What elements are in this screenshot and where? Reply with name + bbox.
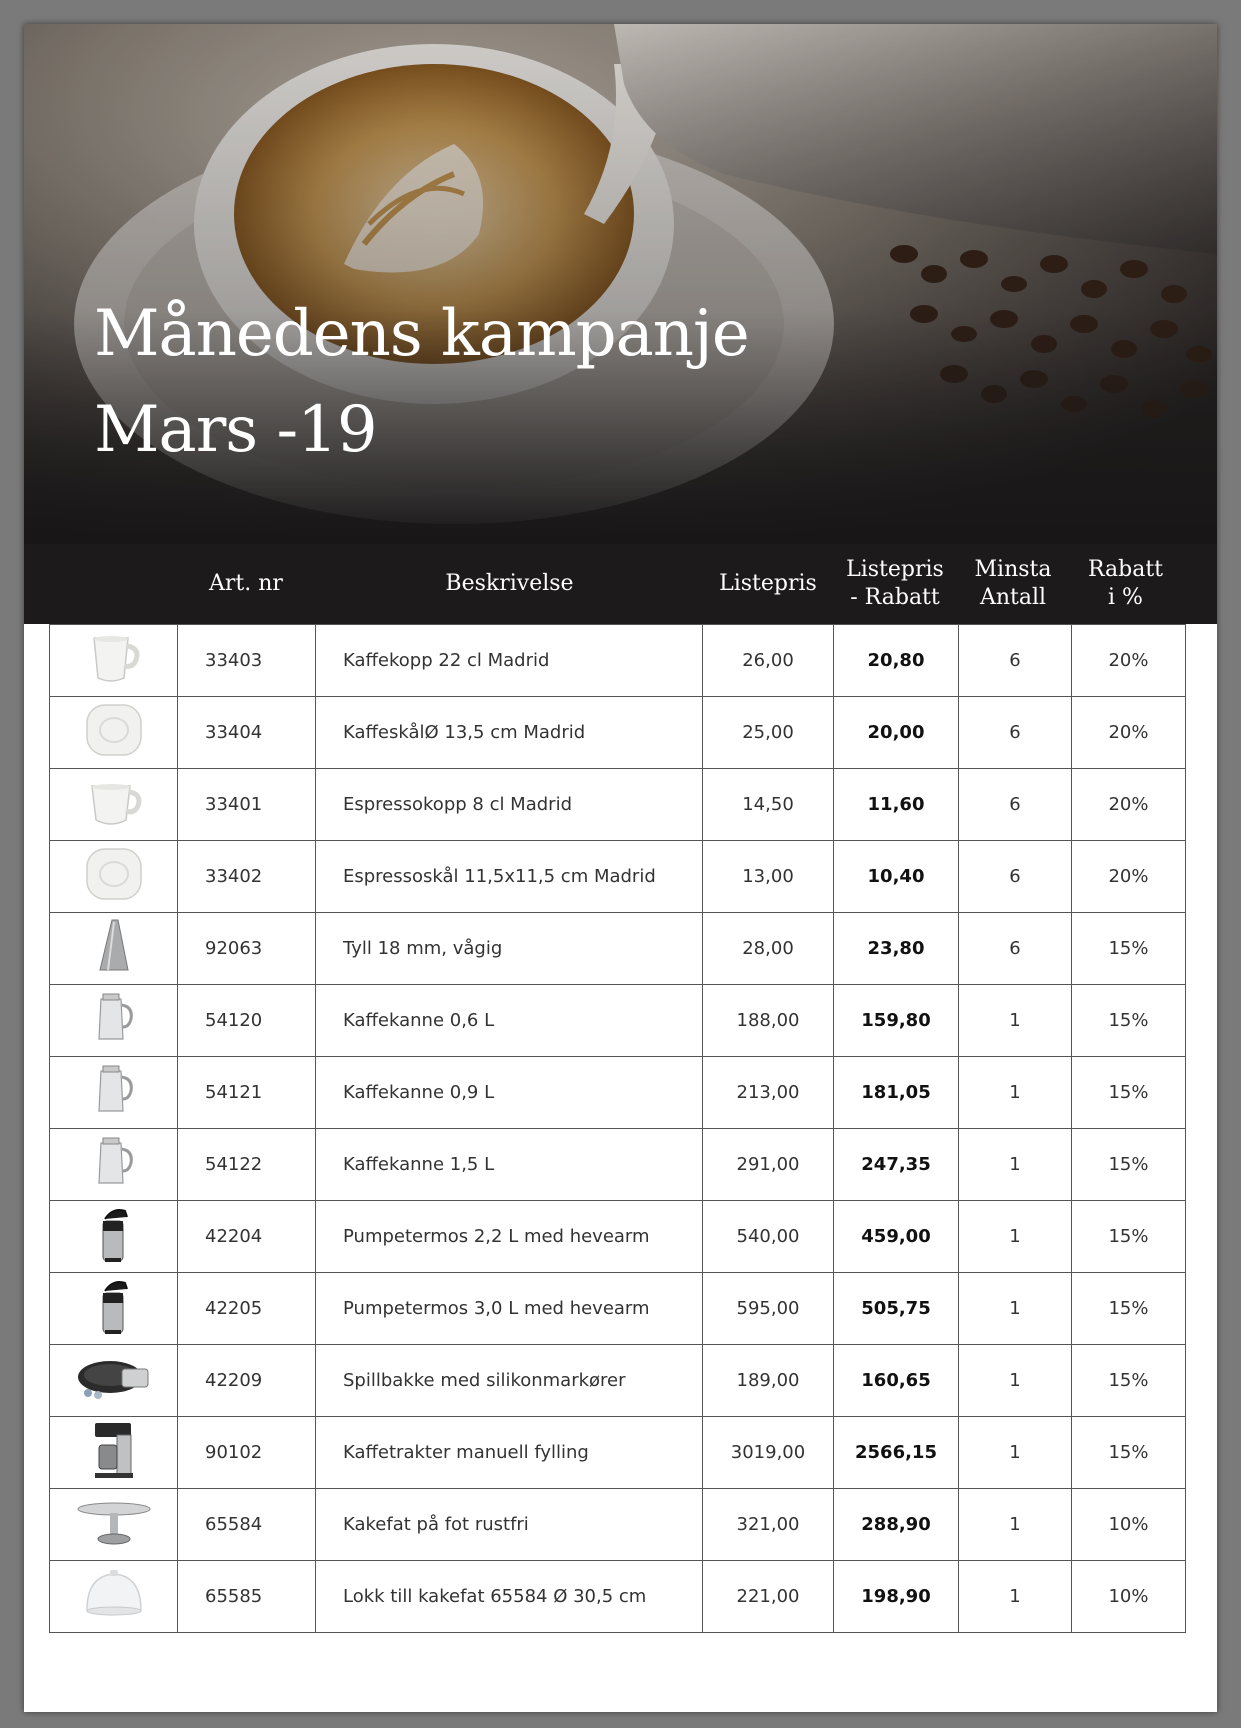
cake-stand-icon <box>74 1497 154 1552</box>
minimum-quantity: 1 <box>959 1129 1072 1201</box>
list-price: 25,00 <box>703 697 834 769</box>
article-number: 65585 <box>178 1561 316 1633</box>
minimum-quantity: 6 <box>959 913 1072 985</box>
coffee-cup-icon <box>84 630 144 691</box>
minimum-quantity: 1 <box>959 1057 1072 1129</box>
article-number: 92063 <box>178 913 316 985</box>
discount-percent: 20% <box>1072 625 1186 697</box>
column-header-net-price: Listepris - Rabatt <box>846 557 944 610</box>
campaign-title-line1: Månedens kampanje <box>94 297 749 371</box>
column-header-min-quantity: Minsta Antall <box>974 557 1052 610</box>
table-row <box>50 1345 1186 1417</box>
campaign-title-line2: Mars -19 <box>94 393 377 467</box>
list-price: 221,00 <box>703 1561 834 1633</box>
pump-thermos-icon <box>91 1203 137 1270</box>
discount-percent: 15% <box>1072 1057 1186 1129</box>
product-image-cell <box>50 697 178 769</box>
discount-percent: 15% <box>1072 913 1186 985</box>
product-description: Pumpetermos 3,0 L med hevearm <box>316 1273 703 1345</box>
table-row <box>50 697 1186 769</box>
product-description: Kaffekanne 0,6 L <box>316 985 703 1057</box>
minimum-quantity: 1 <box>959 1417 1072 1489</box>
net-price: 23,80 <box>834 913 959 985</box>
product-image-cell <box>50 769 178 841</box>
list-price: 321,00 <box>703 1489 834 1561</box>
discount-percent: 15% <box>1072 1273 1186 1345</box>
net-price: 459,00 <box>834 1201 959 1273</box>
list-price: 28,00 <box>703 913 834 985</box>
product-image-cell <box>50 1417 178 1489</box>
article-number: 65584 <box>178 1489 316 1561</box>
discount-percent: 15% <box>1072 1417 1186 1489</box>
list-price: 540,00 <box>703 1201 834 1273</box>
discount-percent: 20% <box>1072 769 1186 841</box>
product-description: Lokk till kakefat 65584 Ø 30,5 cm <box>316 1561 703 1633</box>
net-price: 20,80 <box>834 625 959 697</box>
minimum-quantity: 1 <box>959 1345 1072 1417</box>
product-image-cell <box>50 841 178 913</box>
discount-percent: 10% <box>1072 1561 1186 1633</box>
net-price: 160,65 <box>834 1345 959 1417</box>
product-image-cell <box>50 1273 178 1345</box>
minimum-quantity: 1 <box>959 985 1072 1057</box>
minimum-quantity: 1 <box>959 1489 1072 1561</box>
product-description: Pumpetermos 2,2 L med hevearm <box>316 1201 703 1273</box>
table-row <box>50 1129 1186 1201</box>
table-row <box>50 1417 1186 1489</box>
product-image-cell <box>50 1057 178 1129</box>
list-price: 189,00 <box>703 1345 834 1417</box>
campaign-title <box>94 286 749 478</box>
minimum-quantity: 6 <box>959 625 1072 697</box>
product-description: Kaffekopp 22 cl Madrid <box>316 625 703 697</box>
product-image-cell <box>50 625 178 697</box>
table-row <box>50 1273 1186 1345</box>
article-number: 54120 <box>178 985 316 1057</box>
coffee-maker-icon <box>89 1419 139 1486</box>
product-image-cell <box>50 1129 178 1201</box>
milk-jug-icon <box>91 1063 137 1122</box>
product-description: Tyll 18 mm, vågig <box>316 913 703 985</box>
table-row <box>50 769 1186 841</box>
minimum-quantity: 1 <box>959 1201 1072 1273</box>
table-row <box>50 985 1186 1057</box>
minimum-quantity: 6 <box>959 769 1072 841</box>
saucer-icon <box>83 845 145 908</box>
table-header <box>24 544 1217 624</box>
discount-percent: 20% <box>1072 841 1186 913</box>
net-price: 198,90 <box>834 1561 959 1633</box>
article-number: 90102 <box>178 1417 316 1489</box>
net-price: 159,80 <box>834 985 959 1057</box>
product-image-cell <box>50 985 178 1057</box>
net-price: 20,00 <box>834 697 959 769</box>
table-row <box>50 1489 1186 1561</box>
article-number: 33401 <box>178 769 316 841</box>
list-price: 188,00 <box>703 985 834 1057</box>
net-price: 288,90 <box>834 1489 959 1561</box>
discount-percent: 15% <box>1072 1201 1186 1273</box>
net-price: 11,60 <box>834 769 959 841</box>
list-price: 26,00 <box>703 625 834 697</box>
discount-percent: 15% <box>1072 985 1186 1057</box>
espresso-cup-icon <box>84 774 144 835</box>
article-number: 33402 <box>178 841 316 913</box>
product-description: KaffeskålØ 13,5 cm Madrid <box>316 697 703 769</box>
table-row <box>50 1057 1186 1129</box>
list-price: 13,00 <box>703 841 834 913</box>
article-number: 42209 <box>178 1345 316 1417</box>
column-header-art: Art. nr <box>209 571 283 596</box>
discount-percent: 15% <box>1072 1129 1186 1201</box>
article-number: 42204 <box>178 1201 316 1273</box>
article-number: 33403 <box>178 625 316 697</box>
product-image-cell <box>50 913 178 985</box>
product-image-cell <box>50 1201 178 1273</box>
net-price: 505,75 <box>834 1273 959 1345</box>
list-price: 213,00 <box>703 1057 834 1129</box>
discount-percent: 20% <box>1072 697 1186 769</box>
product-image-cell <box>50 1489 178 1561</box>
milk-jug-icon <box>91 991 137 1050</box>
article-number: 54122 <box>178 1129 316 1201</box>
list-price: 291,00 <box>703 1129 834 1201</box>
minimum-quantity: 1 <box>959 1561 1072 1633</box>
product-description: Kaffekanne 0,9 L <box>316 1057 703 1129</box>
table-row <box>50 625 1186 697</box>
product-table <box>49 624 1186 1633</box>
price-list-page <box>24 24 1217 1712</box>
net-price: 247,35 <box>834 1129 959 1201</box>
product-description: Espressoskål 11,5x11,5 cm Madrid <box>316 841 703 913</box>
net-price: 181,05 <box>834 1057 959 1129</box>
article-number: 33404 <box>178 697 316 769</box>
list-price: 14,50 <box>703 769 834 841</box>
discount-percent: 10% <box>1072 1489 1186 1561</box>
net-price: 2566,15 <box>834 1417 959 1489</box>
product-image-cell <box>50 1561 178 1633</box>
saucer-icon <box>83 701 145 764</box>
product-description: Kaffekanne 1,5 L <box>316 1129 703 1201</box>
list-price: 595,00 <box>703 1273 834 1345</box>
minimum-quantity: 1 <box>959 1273 1072 1345</box>
pump-thermos-icon <box>91 1275 137 1342</box>
minimum-quantity: 6 <box>959 841 1072 913</box>
product-description: Kaffetrakter manuell fylling <box>316 1417 703 1489</box>
list-price: 3019,00 <box>703 1417 834 1489</box>
drip-tray-icon <box>74 1355 154 1406</box>
net-price: 10,40 <box>834 841 959 913</box>
column-header-description: Beskrivelse <box>445 571 574 596</box>
hero-banner <box>24 24 1217 624</box>
article-number: 42205 <box>178 1273 316 1345</box>
minimum-quantity: 6 <box>959 697 1072 769</box>
piping-tip-icon <box>94 916 134 981</box>
cake-dome-icon <box>81 1568 147 1625</box>
table-row <box>50 1201 1186 1273</box>
column-header-discount: Rabatt i % <box>1087 557 1164 610</box>
product-description: Kakefat på fot rustfri <box>316 1489 703 1561</box>
discount-percent: 15% <box>1072 1345 1186 1417</box>
article-number: 54121 <box>178 1057 316 1129</box>
table-row <box>50 913 1186 985</box>
product-description: Spillbakke med silikonmarkører <box>316 1345 703 1417</box>
table-row <box>50 841 1186 913</box>
product-image-cell <box>50 1345 178 1417</box>
column-header-list-price: Listepris <box>719 571 817 596</box>
product-description: Espressokopp 8 cl Madrid <box>316 769 703 841</box>
milk-jug-icon <box>91 1135 137 1194</box>
table-row <box>50 1561 1186 1633</box>
